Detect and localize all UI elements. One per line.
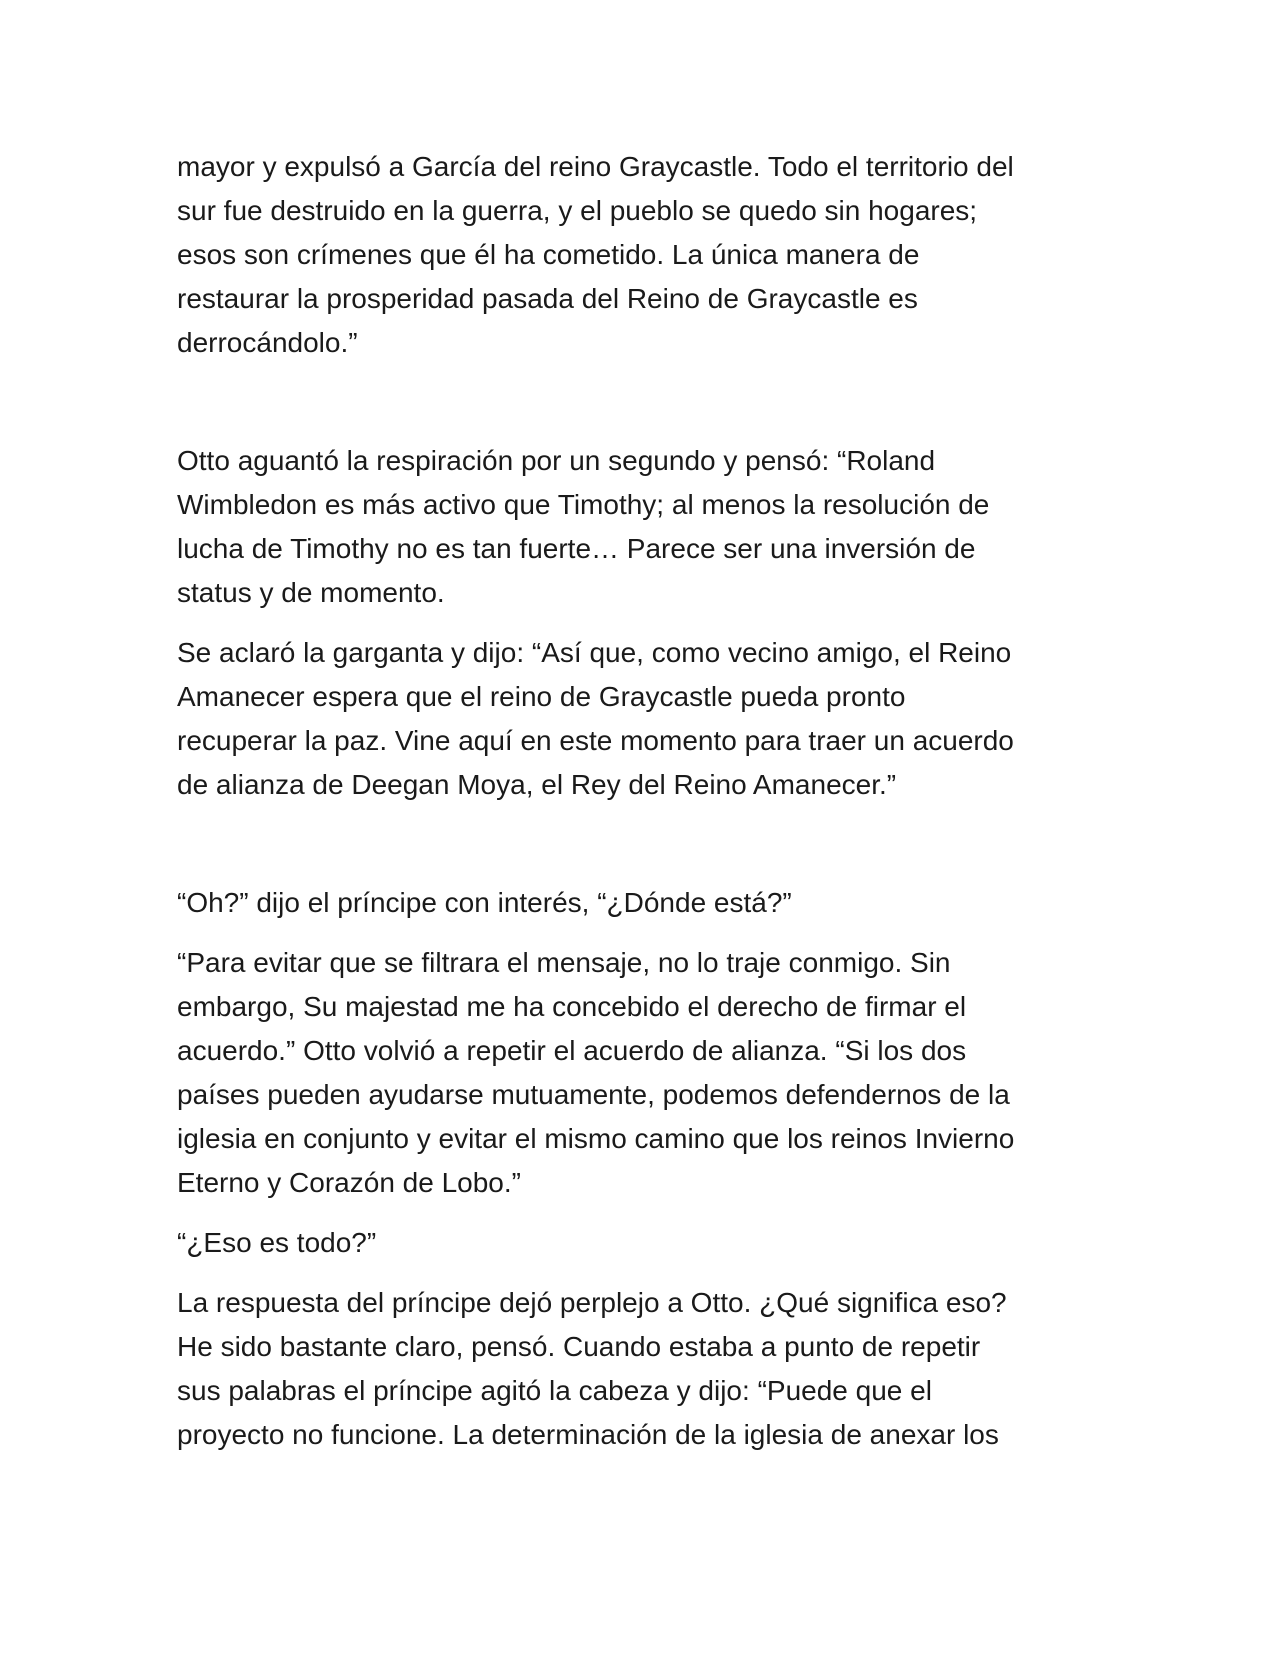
text-line: status y de momento. [177,577,445,608]
text-line: proyecto no funcione. La determinación de la iglesia de anexar los [177,1419,999,1450]
text-line: mayor y expulsó a García del reino Graycastle. Todo el territorio del [177,151,1014,182]
paragraph-2 [177,439,1112,615]
paragraph-1 [177,145,1112,365]
paragraph-4 [177,881,1112,925]
text-line: “Oh?” dijo el príncipe con interés, “¿Dónde está?” [177,887,792,918]
paragraph-7 [177,1281,1112,1457]
text-line: “¿Eso es todo?” [177,1227,377,1258]
text-line: Wimbledon es más activo que Timothy; al menos la resolución de [177,489,990,520]
paragraph-3 [177,631,1112,807]
paragraph-6 [177,1221,1112,1265]
document-body [177,145,1112,1473]
text-line: recuperar la paz. Vine aquí en este momento para traer un acuerdo [177,725,1014,756]
text-line: Amanecer espera que el reino de Graycastle pueda pronto [177,681,906,712]
text-line: Se aclaró la garganta y dijo: “Así que, como vecino amigo, el Reino [177,637,1012,668]
text-line: La respuesta del príncipe dejó perplejo a Otto. ¿Qué significa eso? [177,1287,1007,1318]
text-line: Otto aguantó la respiración por un segundo y pensó: “Roland [177,445,936,476]
text-line: de alianza de Deegan Moya, el Rey del Reino Amanecer.” [177,769,897,800]
text-line: sur fue destruido en la guerra, y el pueblo se quedo sin hogares; [177,195,978,226]
paragraph-5 [177,941,1112,1205]
text-line: países pueden ayudarse mutuamente, podemos defendernos de la [177,1079,1010,1110]
text-line: lucha de Timothy no es tan fuerte… Parece ser una inversión de [177,533,976,564]
text-line: restaurar la prosperidad pasada del Reino de Graycastle es [177,283,918,314]
text-line: derrocándolo.” [177,327,358,358]
text-line: esos son crímenes que él ha cometido. La única manera de [177,239,920,270]
text-line: sus palabras el príncipe agitó la cabeza y dijo: “Puede que el [177,1375,932,1406]
text-line: He sido bastante claro, pensó. Cuando estaba a punto de repetir [177,1331,981,1362]
text-line: acuerdo.” Otto volvió a repetir el acuerdo de alianza. “Si los dos [177,1035,967,1066]
text-line: “Para evitar que se filtrara el mensaje, no lo traje conmigo. Sin [177,947,951,978]
text-line: Eterno y Corazón de Lobo.” [177,1167,521,1198]
text-line: iglesia en conjunto y evitar el mismo camino que los reinos Invierno [177,1123,1015,1154]
text-line: embargo, Su majestad me ha concebido el derecho de firmar el [177,991,967,1022]
